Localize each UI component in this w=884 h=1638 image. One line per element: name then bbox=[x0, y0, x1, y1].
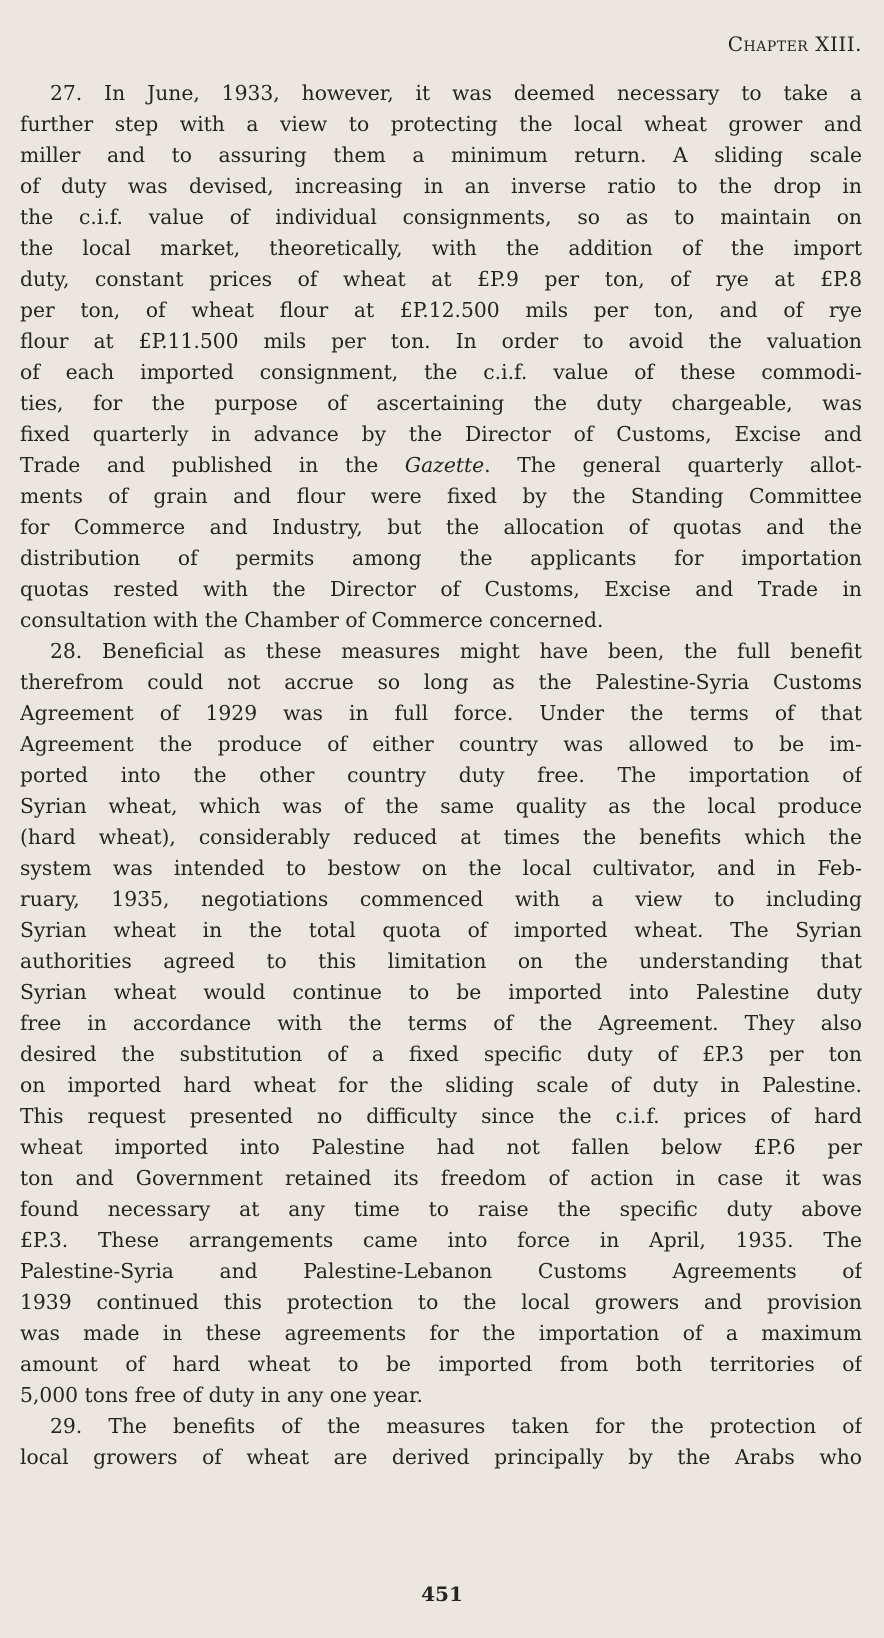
text-line: the c.i.f. value of individual consignments, so as to maintain on bbox=[20, 205, 862, 229]
text-line: Trade and published in the Gazette. The general quarterly allot- bbox=[20, 453, 862, 477]
text-line: Agreement the produce of either country was allowed to be im- bbox=[20, 732, 862, 756]
text-line: was made in these agreements for the importation of a maximum bbox=[20, 1321, 862, 1345]
page-number: 451 bbox=[421, 1582, 463, 1606]
text-line: free in accordance with the terms of the Agreement. They also bbox=[20, 1011, 862, 1035]
text-line: 27. In June, 1933, however, it was deemed necessary to take a bbox=[50, 81, 862, 105]
text-line: Palestine-Syria and Palestine-Lebanon Customs Agreements of bbox=[20, 1259, 862, 1283]
text-line: further step with a view to protecting the local wheat grower and bbox=[20, 112, 862, 136]
paragraph-29 bbox=[20, 1411, 862, 1473]
text-line: ments of grain and flour were fixed by the Standing Committee bbox=[20, 484, 862, 508]
chapter-header: Chapter XIII. bbox=[727, 32, 862, 56]
text-line: £P.3. These arrangements came into force in April, 1935. The bbox=[20, 1228, 862, 1252]
text-line: therefrom could not accrue so long as the Palestine-Syria Customs bbox=[20, 670, 862, 694]
text-line: Syrian wheat, which was of the same quality as the local produce bbox=[20, 794, 862, 818]
text-line: distribution of permits among the applicants for importation bbox=[20, 546, 862, 570]
text-line: quotas rested with the Director of Customs, Excise and Trade in bbox=[20, 577, 862, 601]
text-line: 29. The benefits of the measures taken for the protection of bbox=[50, 1414, 862, 1438]
text-line: 28. Beneficial as these measures might have been, the full benefit bbox=[50, 639, 862, 663]
text-line: miller and to assuring them a minimum return. A sliding scale bbox=[20, 143, 862, 167]
text-line: local growers of wheat are derived principally by the Arabs who bbox=[20, 1445, 862, 1469]
text-line: This request presented no difficulty since the c.i.f. prices of hard bbox=[20, 1104, 862, 1128]
text-line: duty, constant prices of wheat at £P.9 per ton, of rye at £P.8 bbox=[20, 267, 862, 291]
text-line: system was intended to bestow on the local cultivator, and in Feb- bbox=[20, 856, 862, 880]
text-line: ported into the other country duty free. The importation of bbox=[20, 763, 862, 787]
gazette-title: Gazette bbox=[404, 453, 485, 477]
text-line: 5,000 tons free of duty in any one year. bbox=[20, 1383, 423, 1407]
text-line: Agreement of 1929 was in full force. Under the terms of that bbox=[20, 701, 862, 725]
text-line: consultation with the Chamber of Commerce concerned. bbox=[20, 608, 604, 632]
text-line: Syrian wheat would continue to be imported into Palestine duty bbox=[20, 980, 862, 1004]
text-line: flour at £P.11.500 mils per ton. In order to avoid the valuation bbox=[20, 329, 862, 353]
text-line: found necessary at any time to raise the specific duty above bbox=[20, 1197, 862, 1221]
text-line: Syrian wheat in the total quota of imported wheat. The Syrian bbox=[20, 918, 862, 942]
text-line: desired the substitution of a fixed specific duty of £P.3 per ton bbox=[20, 1042, 862, 1066]
text-line: 1939 continued this protection to the local growers and provision bbox=[20, 1290, 862, 1314]
text-line: of each imported consignment, the c.i.f. value of these commodi- bbox=[20, 360, 862, 384]
document-body bbox=[20, 78, 862, 1473]
text-line: fixed quarterly in advance by the Director of Customs, Excise and bbox=[20, 422, 862, 446]
text-line: amount of hard wheat to be imported from both territories of bbox=[20, 1352, 862, 1376]
text-line: the local market, theoretically, with the addition of the import bbox=[20, 236, 862, 260]
text-line: of duty was devised, increasing in an inverse ratio to the drop in bbox=[20, 174, 862, 198]
text-line: for Commerce and Industry, but the allocation of quotas and the bbox=[20, 515, 862, 539]
paragraph-28 bbox=[20, 636, 862, 1411]
paragraph-27 bbox=[20, 78, 862, 636]
text-line: ruary, 1935, negotiations commenced with a view to including bbox=[20, 887, 862, 911]
text-line: per ton, of wheat flour at £P.12.500 mils per ton, and of rye bbox=[20, 298, 862, 322]
text-line: authorities agreed to this limitation on the understanding that bbox=[20, 949, 862, 973]
text-line: (hard wheat), considerably reduced at times the benefits which the bbox=[20, 825, 862, 849]
text-line: ties, for the purpose of ascertaining the duty chargeable, was bbox=[20, 391, 862, 415]
text-line: ton and Government retained its freedom of action in case it was bbox=[20, 1166, 862, 1190]
text-line: on imported hard wheat for the sliding scale of duty in Palestine. bbox=[20, 1073, 862, 1097]
text-line: wheat imported into Palestine had not fallen below £P.6 per bbox=[20, 1135, 862, 1159]
